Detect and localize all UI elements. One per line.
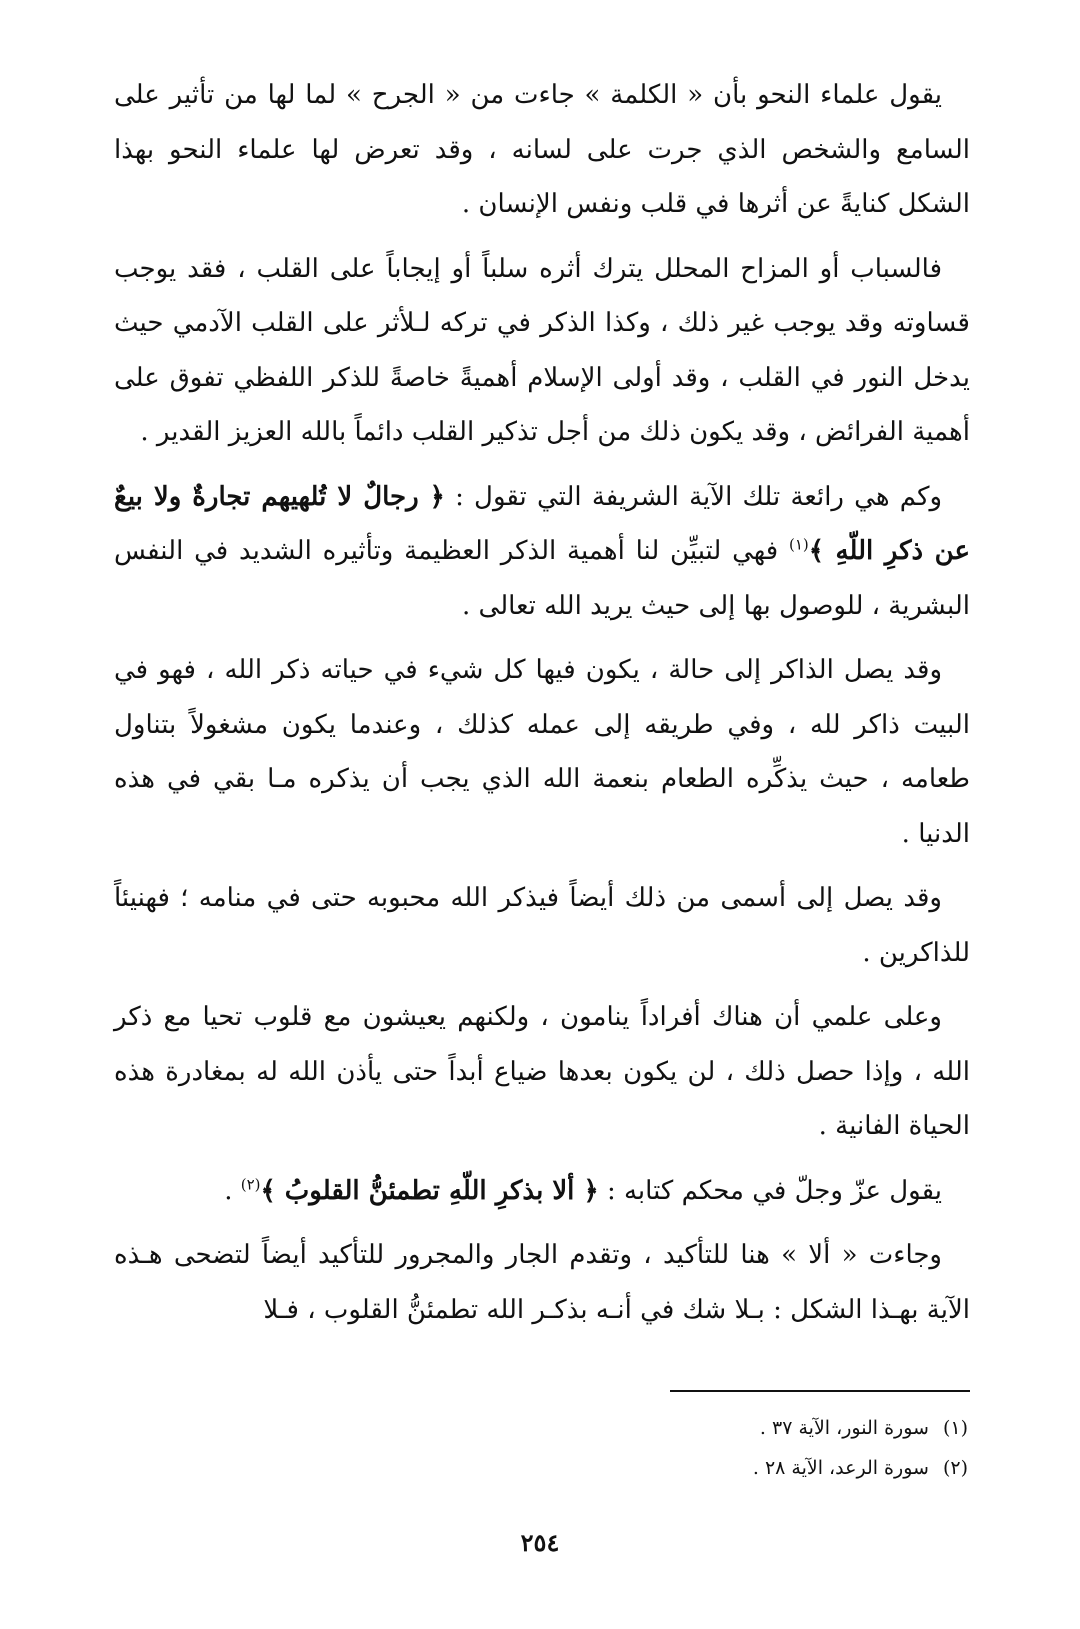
footnotes — [468, 1408, 968, 1488]
footnote-2-text: سورة الرعد، الآية ٢٨ . — [752, 1457, 929, 1479]
footnote-ref-1: (١) — [788, 535, 809, 554]
page-number: ٢٥٤ — [520, 1528, 560, 1557]
paragraph-4: وقد يصل الذاكر إلى حالة ، يكون فيها كل شيء في حياته ذكر الله ، فهو في البيت ذاكر لله ، وفي طريقه إلى عمله كذلك ، وعندما يكون مشغولاً بتناول طعامه ، حيث يذكِّره الطعام بنعمة الله الذي يجب أن يذكره مـا بقي في هذه الدنيا . — [114, 655, 970, 849]
quran-verse-2: ﴿ ألا بذكرِ اللّهِ تطمئنُّ القلوبُ ﴾ — [260, 1175, 599, 1206]
footnote-1-number: (١) — [942, 1417, 968, 1439]
main-text — [114, 68, 970, 1347]
paragraph-3-intro: وكم هي رائعة تلك الآية الشريفة التي تقول : — [455, 481, 943, 512]
footnote-ref-2: (٢) — [240, 1174, 261, 1193]
paragraph-7-intro: يقول عزّ وجلّ في محكم كتابه : — [606, 1175, 942, 1206]
paragraph-5: وقد يصل إلى أسمى من ذلك أيضاً فيذكر الله محبوبه حتى في منامه ؛ فهنيئاً للذاكرين . — [114, 883, 970, 968]
footnote-2-number: (٢) — [942, 1457, 968, 1479]
footnote-1 — [468, 1408, 968, 1448]
paragraph-8: وجاءت « ألا » هنا للتأكيد ، وتقدم الجار والمجرور للتأكيد أيضاً لتضحى هـذه الآية بهـذا الشكل : بـلا شك في أنـه بذكـر الله تطمئنُّ القلوب ، فـلا — [114, 1240, 970, 1325]
footnote-separator — [670, 1390, 970, 1392]
paragraph-2: فالسباب أو المزاح المحلل يترك أثره سلباً أو إيجاباً على القلب ، فقد يوجب قساوته وقد يوجب غير ذلك ، وكذا الذكر في تركه لـلأثر على القلب الآدمي حيث يدخل النور في القلب ، وقد أولى الإسلام أهميةً خاصةً للذكر اللفظي تفوق على أهمية الفرائض ، وقد يكون ذلك من أجل تذكير القلب دائماً بالله العزيز القدير . — [114, 253, 970, 447]
footnote-2 — [468, 1448, 968, 1488]
paragraph-6: وعلى علمي أن هناك أفراداً ينامون ، ولكنهم يعيشون مع قلوب تحيا مع ذكر الله ، وإذا حصل ذلك ، لن يكون بعدها ضياع أبداً حتى يأذن الله له بمغادرة هذه الحياة الفانية . — [114, 1002, 970, 1141]
paragraph-7 — [114, 1164, 970, 1219]
footnote-1-text: سورة النور، الآية ٣٧ . — [759, 1417, 929, 1439]
paragraph-3 — [114, 470, 970, 634]
quran-verse-1: ﴿ رجالٌ لا تُلهيهم تجارةٌ ولا بيعٌ عن ذكرِ اللّهِ ﴾ — [114, 481, 970, 566]
paragraph-7-end: . — [224, 1175, 233, 1206]
paragraph-3-rest: فهي لتبيِّن لنا أهمية الذكر العظيمة وتأثيره الشديد في النفس البشرية ، للوصول بها إلى حيث يريد الله تعالى . — [114, 536, 970, 621]
paragraph-1: يقول علماء النحو بأن « الكلمة » جاءت من « الجرح » لما لها من تأثير على السامع والشخص الذي جرت على لسانه ، وقد تعرض لها علماء النحو بهذا الشكل كنايةً عن أثرها في قلب ونفس الإنسان . — [114, 80, 970, 219]
